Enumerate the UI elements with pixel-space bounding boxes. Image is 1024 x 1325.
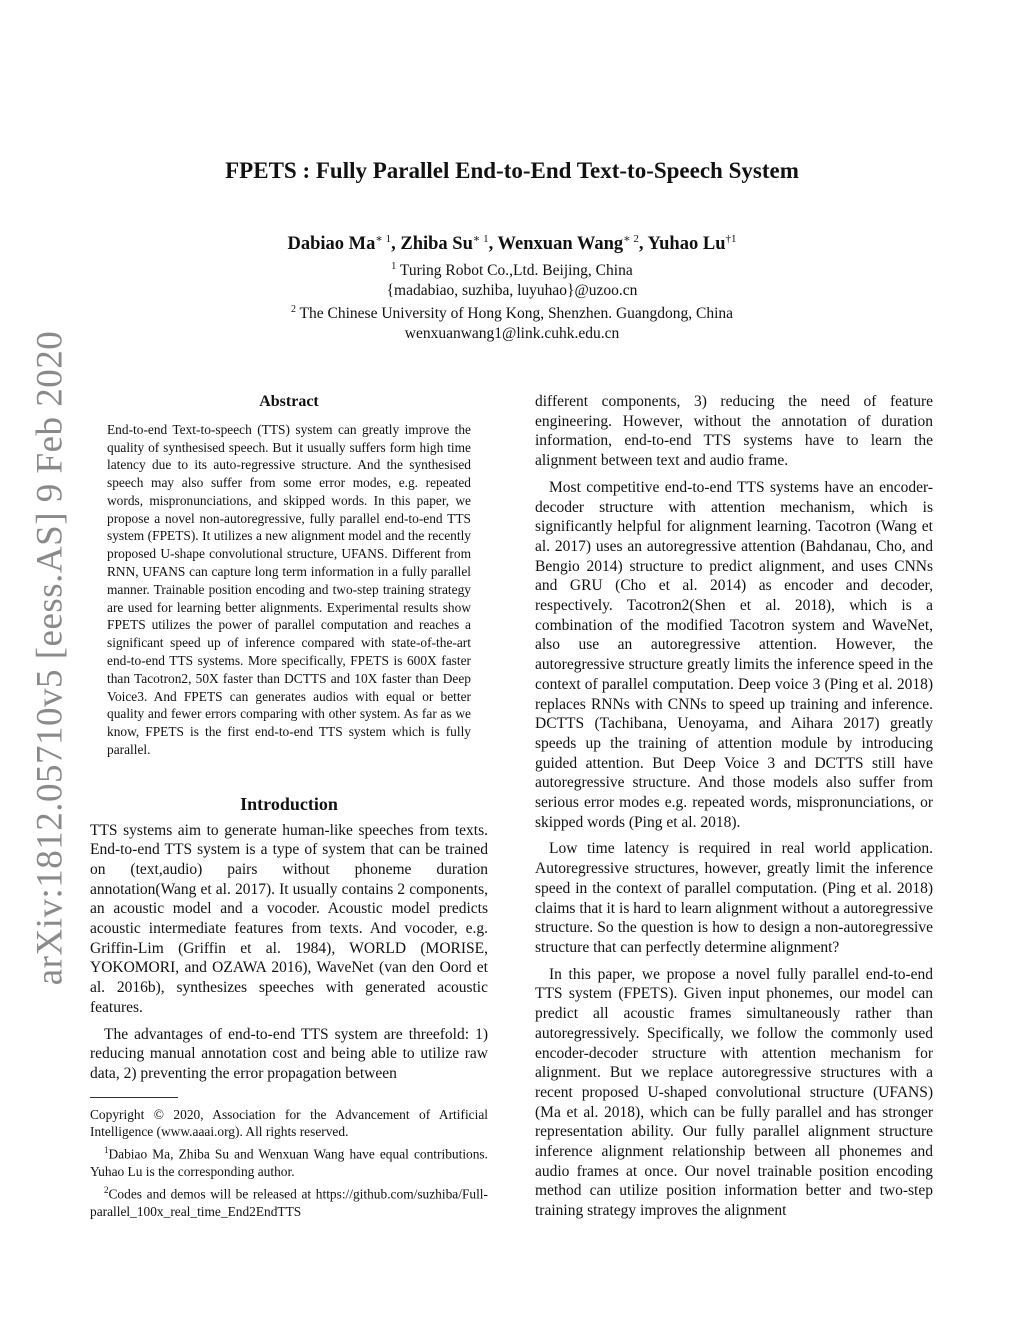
footnote-divider: [90, 1097, 178, 1098]
abstract-heading: Abstract: [259, 393, 319, 410]
email-1: {madabiao, suzhiba, luyuhao}@uzoo.cn: [386, 281, 638, 299]
author-name: Zhiba Su: [400, 234, 473, 255]
author-name: Wenxuan Wang: [497, 234, 624, 255]
affiliation-1: [0, 257, 1024, 281]
footnote-text: Dabiao Ma, Zhiba Su and Wenxuan Wang have equal contributions. Yuhao Lu is the corresponding author.: [90, 1146, 488, 1179]
footnote-2: [90, 1182, 488, 1220]
author-list: Dabiao $Ma^{∗ 1}$, Zhiba $Su^{∗ 1}$, Wenxuan Wang$^{∗ 2}$, Yuhao Lu$^{\dagger 1}$: [287, 233, 737, 255]
intro-paragraph: The advantages of end-to-end TTS system are threefold: 1) reducing manual annotation cost and being able to utilize raw data, 2) preventing the error propagation between: [90, 1025, 488, 1082]
arxiv-identifier-stamp: arXiv:1812.05710v5 [eess.AS] 9 Feb 2020: [29, 330, 71, 986]
author-mark: †1: [725, 233, 737, 245]
body-paragraph: Most competitive end-to-end TTS systems have an encoder-decoder structure with attention mechanism, which is significantly helpful for alignment learning. Tacotron (Wang et al. 2017) uses an autoregressive attention (Bahdanau, Cho, and Bengio 2014) structure to predict alignment, and uses CNNs and GRU (Cho et al. 2014) as encoder and decoder, respectively. Tacotron2(Shen et al. 2018), which is a combination of the modified Tacotron system and WaveNet, also use an autoregressive attention. However, the autoregressive structure greatly limits the inference speed in the context of parallel computation. Deep voice 3 (Ping et al. 2018) replaces RNNs with CNNs to speed up training and inference. DCTTS (Tachibana, Uenoyama, and Aihara 2017) greatly speeds up the training of attention module by introducing guided attention. But Deep Voice 3 and DCTTS still have autoregressive structure. And those models also suffer from serious error modes e.g. repeated words, mispronunciations, or skipped words (Ping et al. 2018).: [535, 478, 933, 831]
body-paragraph: different components, 3) reducing the need of feature engineering. However, without the annotation of duration information, end-to-end TTS systems have to learn the alignment between text and audio frame.: [535, 393, 933, 470]
body-paragraph: In this paper, we propose a novel fully parallel end-to-end TTS system (FPETS). Given input phonemes, our model can predict all acoustic frames simultaneously rather than autoregressively. Specifically, we follow the commonly used encoder-decoder structure with attention mechanism for alignment. But we replace autoregressive structures with a recent proposed U-shaped convolutional structure (UFANS)(Ma et al. 2018), which can be fully parallel and has stronger representation ability. Our fully parallel alignment structure inference alignment relationship between all phonemes and audio frames at once. Our novel trainable position encoding method can utilize position information better and two-step training strategy improves the alignment: [535, 965, 933, 1220]
email-2: wenxuanwang1@link.cuhk.edu.cn: [404, 324, 620, 342]
footnote-1: [90, 1142, 488, 1180]
affiliation-text: Turing Robot Co.,Ltd. Beijing, China: [399, 262, 633, 280]
paper-title: FPETS : Fully Parallel End-to-End Text-to-Speech System: [225, 158, 799, 183]
footnote-text: Codes and demos will be released at https://github.com/suzhiba/Full-parallel_100x_real_time_End2EndTTS: [90, 1186, 488, 1219]
introduction-heading: Introduction: [240, 793, 338, 814]
author-mark: ∗ 2: [623, 233, 639, 245]
authors-block: [0, 226, 1024, 343]
affiliation-2: [0, 300, 1024, 324]
footnote-mark: 2: [104, 1184, 109, 1195]
left-column: [90, 392, 488, 1220]
affiliation-mark: 2: [290, 304, 296, 316]
footnotes: [90, 1106, 488, 1220]
affiliation-mark: 1: [391, 261, 397, 273]
abstract-text: End-to-end Text-to-speech (TTS) system can greatly improve the quality of synthesised speech. But it usually suffers form high time latency due to its auto-regressive structure. And the synthesised speech may also suffer from some error modes, e.g. repeated words, mispronunciations, and skipped words. In this paper, we propose a novel non-autoregressive, fully parallel end-to-end TTS system (FPETS). It utilizes a new alignment model and the recently proposed U-shape convolutional structure, UFANS. Different from RNN, UFANS can capture long term information in a fully parallel manner. Trainable position encoding and two-step training strategy are used for learning better alignments. Experimental results show FPETS utilizes the power of parallel computation and reaches a significant speed up of inference compared with state-of-the-art end-to-end TTS systems. More specifically, FPETS is 600X faster than Tacotron2, 50X faster than DCTTS and 10X faster than Deep Voice3. And FPETS can generates audios with equal or better quality and fewer errors comparing with other system. As far as we know, FPETS is the first end-to-end TTS system which is fully parallel.: [107, 421, 471, 758]
affiliation-text: The Chinese University of Hong Kong, Shenzhen. Guangdong, China: [299, 305, 734, 323]
footnote-mark: 1: [104, 1145, 109, 1156]
author-name: Yuhao Lu: [647, 234, 726, 255]
author-name: Dabiao Ma: [287, 234, 376, 255]
author-mark: ∗ 1: [472, 233, 489, 245]
intro-paragraph: TTS systems aim to generate human-like speeches from texts. End-to-end TTS system is a type of system that can be trained on (text,audio) pairs without phoneme duration annotation(Wang et al. 2017). It usually contains 2 components, an acoustic model and a vocoder. Acoustic model predicts acoustic intermediate features from texts. And vocoder, e.g. Griffin-Lim (Griffin et al. 1984), WORLD (MORISE, YOKOMORI, and OZAWA 2016), WaveNet (van den Oord et al. 2016b), synthesizes speeches with generated acoustic features.: [90, 821, 488, 1016]
author-mark: ∗ 1: [375, 233, 392, 245]
copyright-notice: Copyright © 2020, Association for the Advancement of Artificial Intelligence (www.aaai.org). All rights reserved.: [90, 1106, 488, 1139]
body-paragraph: Low time latency is required in real world application. Autoregressive structures, however, greatly limit the inference speed in the context of parallel computation. (Ping et al. 2018) claims that it is hard to learn alignment without a autoregressive structure. So the question is how to design a non-autoregressive structure that can perfectly determine alignment?: [535, 840, 933, 956]
right-column: [535, 392, 933, 1221]
